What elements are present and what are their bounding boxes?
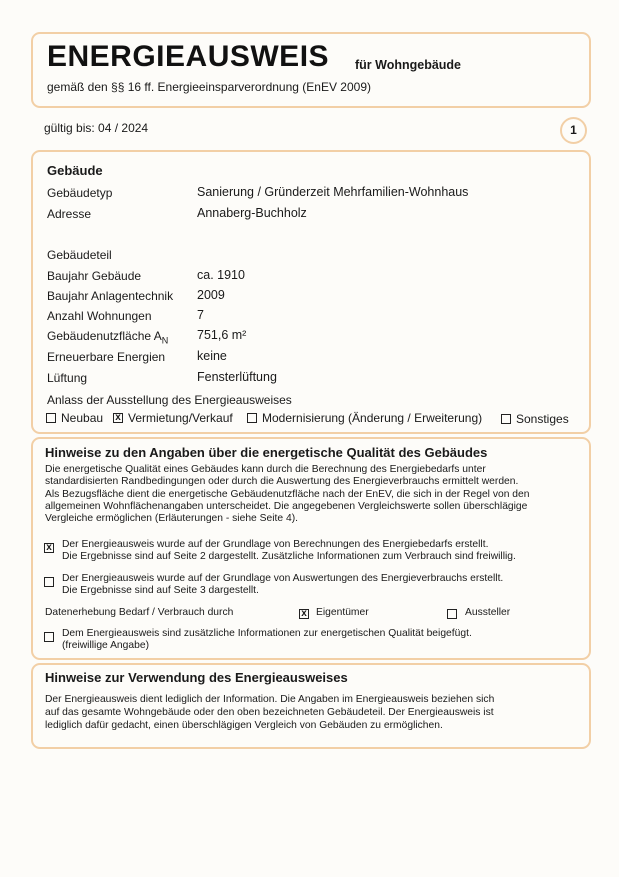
field-label: Gebäudetyp bbox=[47, 186, 113, 200]
text-line: Als Bezugsfläche dient die energetische Gebäudenutzfläche nach der EnEV, die sich in der Regel von den bbox=[45, 488, 530, 500]
text-line: lediglich dafür gedacht, einen überschlägigen Vergleich von Gebäuden zu ermöglichen. bbox=[45, 720, 443, 731]
field-value: 2009 bbox=[197, 288, 225, 302]
field-label: Baujahr Anlagentechnik bbox=[47, 289, 174, 303]
text-line: Die energetische Qualität eines Gebäudes kann durch die Berechnung des Energiebedarfs unter bbox=[45, 464, 486, 475]
document-subtitle: für Wohngebäude bbox=[355, 58, 462, 72]
additional-info-checkbox[interactable] bbox=[44, 632, 54, 642]
consumption-checkbox[interactable] bbox=[44, 577, 54, 587]
notes-heading: Hinweise zu den Angaben über die energetische Qualität des Gebäudes bbox=[45, 445, 488, 460]
demand-option-text bbox=[62, 539, 516, 564]
notes-paragraph bbox=[45, 464, 529, 525]
quality-notes-section bbox=[31, 437, 591, 660]
reason-label: Anlass der Ausstellung des Energieausweises bbox=[47, 393, 292, 407]
text-line: Der Energieausweis wurde auf der Grundlage von Berechnungen des Energiebedarfs erstellt. bbox=[62, 539, 489, 550]
page-number-badge: 1 bbox=[560, 117, 587, 144]
field-value: ca. 1910 bbox=[197, 268, 245, 282]
text-line: Die Ergebnisse sind auf Seite 2 dargestellt. Zusätzliche Informationen zum Verbrauch sind freiwillig. bbox=[62, 551, 516, 563]
text-line: Dem Energieausweis sind zusätzliche Informationen zur energetischen Qualität beigefügt. bbox=[62, 628, 472, 639]
valid-value: 04 / 2024 bbox=[98, 121, 149, 135]
field-label: Lüftung bbox=[47, 371, 88, 385]
field-label-subscript: N bbox=[161, 335, 169, 346]
text-line: Vergleiche ermöglichen (Erläuterungen - siehe Seite 4). bbox=[45, 513, 298, 525]
field-label: Baujahr Gebäude bbox=[47, 269, 142, 283]
text-line: allgemeinen Wohnflächenangaben unterscheidet. Die angegebenen Vergleichswerte sollen überschlägige bbox=[45, 500, 528, 512]
field-value: Sanierung / Gründerzeit Mehrfamilien-Wohnhaus bbox=[197, 185, 469, 199]
reason-option-label: Vermietung/Verkauf bbox=[128, 411, 233, 425]
title-box bbox=[31, 32, 591, 108]
field-value: 7 bbox=[197, 308, 204, 322]
owner-checkbox[interactable]: x bbox=[299, 609, 309, 619]
issuer-label: Aussteller bbox=[465, 607, 511, 618]
reason-option-label: Neubau bbox=[61, 411, 104, 425]
reason-option-label: Sonstiges bbox=[516, 412, 569, 426]
field-value: Annaberg-Buchholz bbox=[197, 206, 307, 220]
field-label: Anzahl Wohnungen bbox=[47, 309, 152, 323]
reason-checkbox-neubau[interactable] bbox=[46, 413, 56, 423]
owner-label: Eigentümer bbox=[316, 607, 369, 618]
usage-heading: Hinweise zur Verwendung des Energieausweises bbox=[45, 670, 348, 685]
field-label: Gebäudenutzfläche A bbox=[47, 329, 162, 343]
document-title: ENERGIEAUSWEIS bbox=[47, 40, 330, 73]
text-line: auf das gesamte Wohngebäude oder den oben bezeichneten Gebäudeteil. Der Energieausweis ist bbox=[45, 707, 494, 718]
data-collection-label: Datenerhebung Bedarf / Verbrauch durch bbox=[45, 607, 234, 618]
consumption-option-text bbox=[62, 573, 503, 598]
valid-until bbox=[44, 121, 148, 135]
reason-checkbox-vermietung[interactable]: x bbox=[113, 413, 123, 423]
text-line: Der Energieausweis wurde auf der Grundlage von Auswertungen des Energieverbrauchs erstellt. bbox=[62, 573, 504, 584]
reason-option-label: Modernisierung (Änderung / Erweiterung) bbox=[262, 411, 483, 425]
field-value: Fensterlüftung bbox=[197, 370, 277, 384]
usage-notes-section bbox=[31, 663, 591, 749]
field-value: keine bbox=[197, 349, 227, 363]
field-label: Gebäudeteil bbox=[47, 248, 112, 262]
field-label-area bbox=[47, 329, 168, 345]
demand-checkbox[interactable]: x bbox=[44, 543, 54, 553]
text-line: Der Energieausweis dient lediglich der Information. Die Angaben im Energieausweis beziehen sich bbox=[45, 694, 495, 705]
building-heading: Gebäude bbox=[47, 163, 103, 178]
field-value: 751,6 m² bbox=[197, 328, 247, 342]
issuer-checkbox[interactable] bbox=[447, 609, 457, 619]
text-line: standardisierten Randbedingungen oder durch die Auswertung des Energieverbrauchs ermittelt werden. bbox=[45, 476, 519, 488]
reason-checkbox-sonstiges[interactable] bbox=[501, 414, 511, 424]
reason-checkbox-modernisierung[interactable] bbox=[247, 413, 257, 423]
valid-label: gültig bis: bbox=[44, 121, 95, 135]
field-label: Adresse bbox=[47, 207, 92, 221]
usage-paragraph bbox=[45, 693, 494, 732]
law-reference: gemäß den §§ 16 ff. Energieeinsparverordnung (EnEV 2009) bbox=[47, 80, 371, 94]
text-line: Die Ergebnisse sind auf Seite 3 dargestellt. bbox=[62, 585, 259, 597]
building-section bbox=[31, 150, 591, 434]
field-label: Erneuerbare Energien bbox=[47, 350, 166, 364]
additional-info-text bbox=[62, 628, 472, 653]
text-line: (freiwillige Angabe) bbox=[62, 640, 149, 652]
